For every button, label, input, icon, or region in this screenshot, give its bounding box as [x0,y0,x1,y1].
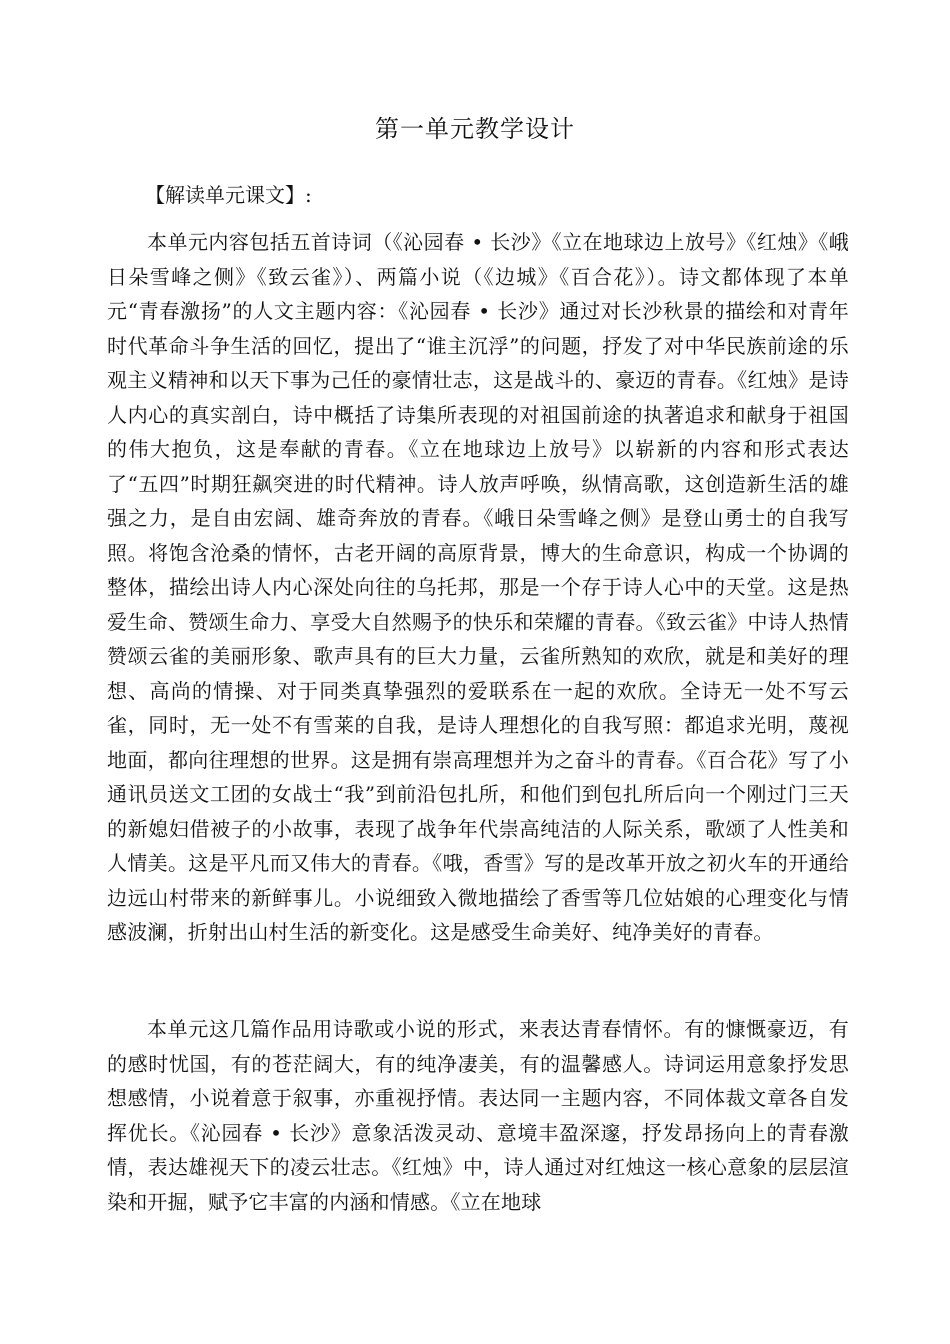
paragraph-unit-style: 本单元这几篇作品用诗歌或小说的形式，来表达青春情怀。有的慷慨豪迈，有的感时忧国，有的苍茫阔大，有的纯净凄美，有的温馨感人。诗词运用意象抒发思想感情，小说着意于叙事，亦重视抒情。表达同一主题内容，不同体裁文章各自发挥优长。《沁园春 • 长沙》意象活泼灵动、意境丰盈深邃，抒发昂扬向上的青春激情，表达雄视天下的凌云壮志。《红烛》中，诗人通过对红烛这一核心意象的层层渲染和开掘，赋予它丰富的内涵和情感。《立在地球 [107,1017,849,1214]
section-heading: 【解读单元课文】: [145,183,312,207]
document-title: 第一单元教学设计 [375,115,575,143]
paragraph-unit-overview: 本单元内容包括五首诗词（《沁园春 • 长沙》《立在地球边上放号》《红烛》《峨日朵雪峰之侧》《致云雀》）、两篇小说（《边城》《百合花》）。诗文都体现了本单元“青春激扬”的人文主题内容：《沁园春 • 长沙》通过对长沙秋景的描绘和对青年时代革命斗争生活的回忆，提出了“谁主沉浮”的问题，抒发了对中华民族前途的乐观主义精神和以天下事为己任的豪情壮志，这是战斗的、豪迈的青春。《红烛》是诗人内心的真实剖白，诗中概括了诗集所表现的对祖国前途的执著追求和献身于祖国的伟大抱负，这是奉献的青春。《立在地球边上放号》以崭新的内容和形式表达了“五四”时期狂飙突进的时代精神。诗人放声呼唤，纵情高歌，这创造新生活的雄强之力，是自由宏阔、雄奇奔放的青春。《峨日朵雪峰之侧》是登山勇士的自我写照。将饱含沧桑的情怀，古老开阔的高原背景，博大的生命意识，构成一个协调的整体，描绘出诗人内心深处向往的乌托邦，那是一个存于诗人心中的天堂。这是热爱生命、赞颂生命力、享受大自然赐予的快乐和荣耀的青春。《致云雀》中诗人热情赞颂云雀的美丽形象、歌声具有的巨大力量，云雀所熟知的欢欣，就是和美好的理想、高尚的情操、对于同类真挚强烈的爱联系在一起的欢欣。全诗无一处不写云雀，同时，无一处不有雪莱的自我，是诗人理想化的自我写照：都追求光明，蔑视地面，都向往理想的世界。这是拥有崇高理想并为之奋斗的青春。《百合花》写了小通讯员送文工团的女战士“我”到前沿包扎所，和他们到包扎所后向一个刚过门三天的新媳妇借被子的小故事，表现了战争年代崇高纯洁的人际关系，歌颂了人性美和人情美。这是平凡而又伟大的青春。《哦，香雪》写的是改革开放之初火车的开通给边远山村带来的新鲜事儿。小说细致入微地描绘了香雪等几位姑娘的心理变化与情感波澜，折射出山村生活的新变化。这是感受生命美好、纯净美好的青春。 [107,230,849,944]
